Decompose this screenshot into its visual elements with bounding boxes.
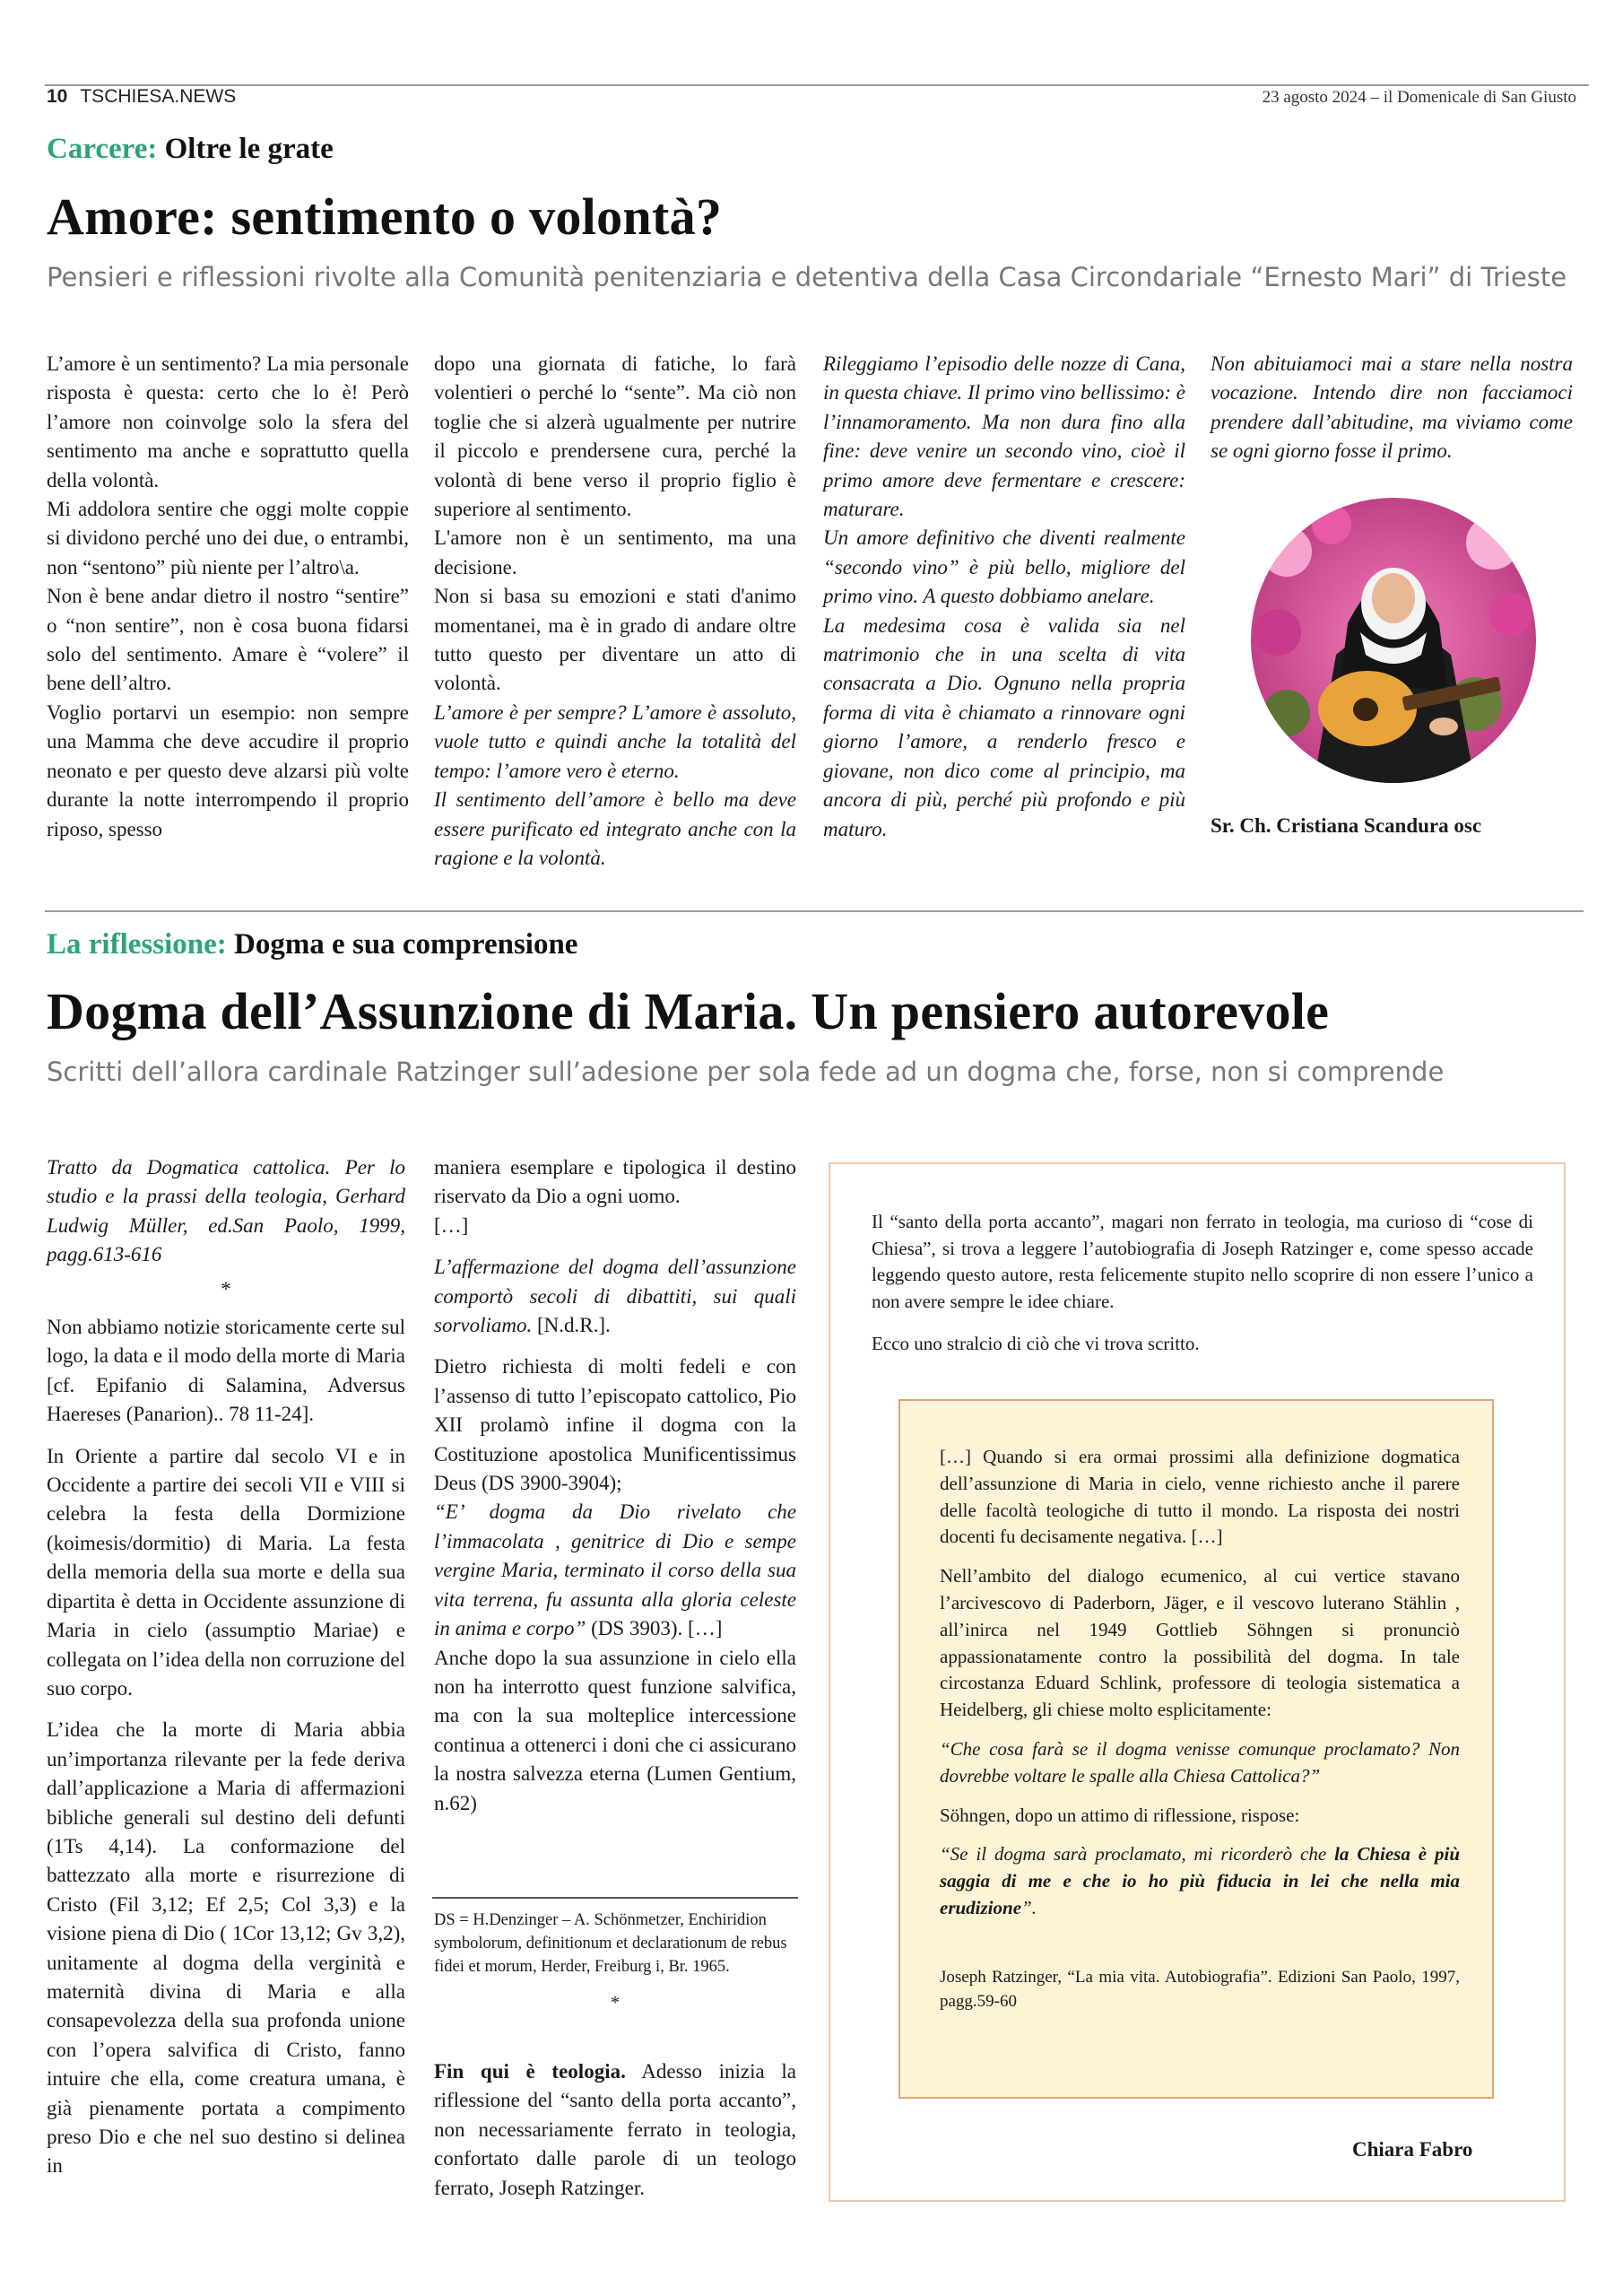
article2-kicker xyxy=(47,928,577,961)
paragraph: Anche dopo la sua assunzione in cielo ella non ha interrotto quest funzione salvifica, ma con la sua molteplice intercessione continua a ottenerci i doni che ci assicurano la nostra salvezza eterna (Lumen Gentium, n.62) xyxy=(434,1646,796,1814)
paragraph: L’amore è un sentimento? La mia personale risposta è questa: certo che lo è! Però l’amore non coinvolge solo la sfera del sentimento ma anche e soprattutto quella della volontà. xyxy=(47,352,409,491)
publication-name: il Domenicale di San Giusto xyxy=(1383,88,1576,107)
paragraph: “E’ dogma da Dio rivelato che l’immacolata , genitrice di Dio e sempe vergine Maria, terminato il corso della sua vita terrena, fu assunta alla gloria celeste in anima e corpo” (DS 3903). […] xyxy=(434,1500,796,1640)
header-right: 23 agosto 2024 – il Domenicale di San Giusto xyxy=(1262,88,1576,107)
article1-column-4 xyxy=(1211,350,1573,466)
issue-date: 23 agosto 2024 xyxy=(1262,88,1367,107)
article1-section: Carcere: xyxy=(47,133,158,165)
paragraph: […] xyxy=(434,1213,469,1237)
article1-column-2 xyxy=(434,350,796,873)
article1-kicker-text: Oltre le grate xyxy=(157,133,334,165)
article1-subtitle: Pensieri e riflessioni rivolte alla Comunità penitenziaria e detentiva della Casa Circondariale “Ernesto Mari” di Trieste xyxy=(47,262,1567,292)
separator-star: * xyxy=(611,1993,620,2013)
article1-title: Amore: sentimento o volontà? xyxy=(47,187,723,246)
paragraph: Fin qui è teologia. Adesso inizia la riflessione del “santo della porta accanto”, non necessariamente ferrato in teologia, confortato dalle parole di un teologo ferrato, Joseph Ratzinger. xyxy=(434,2060,797,2199)
article2-author: Chiara Fabro xyxy=(1352,2138,1473,2161)
quote-text xyxy=(940,1444,1460,2026)
article2-subtitle: Scritti dell’allora cardinale Ratzinger sull’adesione per sola fede ad un dogma che, forse, non si comprende xyxy=(47,1057,1445,1087)
paragraph: L’idea che la morte di Maria abbia un’importanza rilevante per la fede deriva dall’applicazione a Maria di affermazioni bibliche generali sul destino deli defunti (1Ts 4,14). La conformazione del battezzato alla morte e risurrezione di Cristo (Fil 3,12; Ef 2,5; Col 3,3) e la visione piena di Dio ( 1Cor 13,12; Gv 3,2), unitamente al dogma della verginità e maternità divina di Maria e alla consapevolezza della sua profonda unione con l’opera salvifica di Cristo, fanno intuire che ella, come creatura umana, è già pienamente portata a compimento preso Dio e che nel suo destino si delinea in xyxy=(47,1718,405,2178)
paragraph: Non è bene andar dietro il nostro “sentire” o “non sentire”, non è cosa buona fidarsi solo del sentimento. Amare è “volere” il bene dell’altro. xyxy=(47,585,409,695)
paragraph: L’amore è per sempre? L’amore è assoluto, vuole tutto e quindi anche la totalità del tempo: l’amore vero è eterno. xyxy=(434,700,796,782)
paragraph: maniera esemplare e tipologica il destino riservato da Dio a ogni uomo. xyxy=(434,1156,796,1208)
quote-source: Joseph Ratzinger, “La mia vita. Autobiografia”. Edizioni San Paolo, 1997, pagg.59-60 xyxy=(940,1967,1460,2011)
footnote-rule xyxy=(432,1897,798,1899)
site-name: TSCHIESA.NEWS xyxy=(80,86,237,107)
paragraph: Voglio portarvi un esempio: non sempre una Mamma che deve accudire il proprio neonato e per questo deve alzarsi più volte durante la notte interrompendo il proprio riposo, spesso xyxy=(47,700,409,840)
paragraph: Nell’ambito del dialogo ecumenico, al cui vertice stavano l’arcivescovo di Paderborn, Jäger, e il vescovo luterano Stählin , all’inirca nel 1949 Gottlieb Söhngen si pronunciò appassionatamente contro la possibilità del dogma. In tale circostanza Eduard Schlink, professore di teologia sistematica a Heidelberg, gli chiese molto esplicitamente: xyxy=(940,1565,1460,1721)
paragraph: Rileggiamo l’episodio delle nozze di Cana, in questa chiave. Il primo vino bellissimo: è l’innamoramento. Ma non dura fino alla fine: deve venire un secondo vino, cioè il primo amore deve fermentare e crescere: maturare. xyxy=(823,352,1185,521)
article1-author: Sr. Ch. Cristiana Scandura osc xyxy=(1211,814,1482,837)
paragraph: Non abbiamo notizie storicamente certe sul logo, la data e il modo della morte di Maria [cf. Epifanio di Salamina, Adversus Haereses (Panarion).. 78 11-24]. xyxy=(47,1316,405,1426)
paragraph: dopo una giornata di fatiche, lo farà volentieri o perché lo “sente”. Ma ciò non toglie che si alzerà ugualmente per nutrire il piccolo e prendersene cura, perché la volontà di bene verso il proprio figlio è superiore al sentimento. xyxy=(434,352,796,521)
section-divider xyxy=(45,910,1584,912)
article1-column-3 xyxy=(823,350,1185,844)
article2-column-1 xyxy=(47,1153,405,2181)
paragraph: Non abituiamoci mai a stare nella nostra vocazione. Intendo dire non facciamoci prendere dall’abitudine, ma viviamo come se ogni giorno fosse il primo. xyxy=(1211,352,1573,463)
header-rule xyxy=(45,84,1589,86)
paragraph: […] Quando si era ormai prossimi alla definizione dogmatica dell’assunzione di Maria in cielo, venne richiesto anche il parere delle facoltà teologiche di tutto il mondo. La risposta dei nostri docenti fu decisamente negativa. […] xyxy=(940,1446,1460,1548)
reflection-lead: Ecco uno stralcio di ciò che vi trova scritto. xyxy=(872,1333,1200,1354)
article2-closing xyxy=(434,2057,796,2203)
article2-title: Dogma dell’Assunzione di Maria. Un pensiero autorevole xyxy=(47,982,1330,1040)
nun-guitar-photo xyxy=(1251,498,1536,783)
paragraph: “Che cosa farà se il dogma venisse comunque proclamato? Non dovrebbe voltare le spalle alla Chiesa Cattolica?” xyxy=(940,1737,1460,1787)
paragraph: Non si basa su emozioni e stati d'animo momentanei, ma è in grado di andare oltre tutto questo per diventare un atto di volontà. xyxy=(434,585,796,695)
article2-section: La riflessione: xyxy=(47,928,227,961)
page-number: 10 xyxy=(47,86,68,107)
reflection-intro: Il “santo della porta accanto”, magari non ferrato in teologia, ma curioso di “cose di Chiesa”, si trova a leggere l’autobiografia di Joseph Ratzinger e, come spesso accade leggendo questo autore, resta felicemente stupito nello scoprire di non essere l’unico a non avere sempre le idee chiare. xyxy=(872,1211,1533,1312)
article1-column-1 xyxy=(47,350,409,844)
separator-star: * xyxy=(221,1277,231,1300)
paragraph: Mi addolora sentire che oggi molte coppie si dividono perché uno dei due, o entrambi, non “sentono” più niente per l’altro\a. xyxy=(47,498,409,578)
paragraph: Il sentimento dell’amore è bello ma deve essere purificato ed integrato anche con la ragione e la volontà. xyxy=(434,788,796,869)
source-note: Tratto da Dogmatica cattolica. Per lo studio e la prassi della teologia, Gerhard Ludwig Müller, ed.San Paolo, 1999, pagg.613-616 xyxy=(47,1156,405,1266)
article1-kicker xyxy=(47,133,334,166)
paragraph: Un amore definitivo che diventi realmente “secondo vino” è più bello, migliore del primo vino. A questo dobbiamo anelare. xyxy=(823,526,1185,608)
footnote: DS = H.Denzinger – A. Schönmetzer, Enchiridion symbolorum, definitionum et declarationum de rebus fidei et morum, Herder, Freiburg i, Br. 1965. xyxy=(434,1911,787,1976)
paragraph: Söhngen, dopo un attimo di riflessione, rispose: xyxy=(940,1804,1300,1826)
paragraph: “Se il dogma sarà proclamato, mi ricorderò che la Chiesa è più saggia di me e che io ho più fiducia in lei che nella mia erudizione”. xyxy=(940,1843,1460,1918)
paragraph: In Oriente a partire dal secolo VI e in Occidente a partire dei secoli VII e VIII si celebra la festa della Dormizione (koimesis/dormitio) di Maria. La festa della memoria della sua morte e della sua dipartita è detta in Occidente assunzione di Maria in cielo (assumptio Mariae) e collegata on l’idea della non corruzione del suo corpo. xyxy=(47,1444,405,1700)
header-left xyxy=(47,86,236,108)
author-photo xyxy=(1251,498,1536,783)
paragraph: L’affermazione del dogma dell’assunzione comportò secoli di dibattiti, sui quali sorvoliamo. [N.d.R.]. xyxy=(434,1256,796,1337)
paragraph: Dietro richiesta di molti fedeli e con l’assenso di tutto l’episcopato cattolico, Pio XII prolamò infine il dogma con la Costituzione apostolica Munificentissimus Deus (DS 3900-3904); xyxy=(434,1355,796,1495)
paragraph: La medesima cosa è valida sia nel matrimonio che in una scelta di vita consacrata a Dio. Ognuno nella propria forma di vita è chiamato a rinnovare ogni giorno l’amore, a renderlo fresco e giovane, non dico come al principio, ma ancora di più, perché più profondo e più maturo. xyxy=(823,613,1185,840)
article2-column-2 xyxy=(434,1153,796,1818)
paragraph: L'amore non è un sentimento, ma una decisione. xyxy=(434,526,796,578)
article2-kicker-text: Dogma e sua comprensione xyxy=(226,928,578,961)
